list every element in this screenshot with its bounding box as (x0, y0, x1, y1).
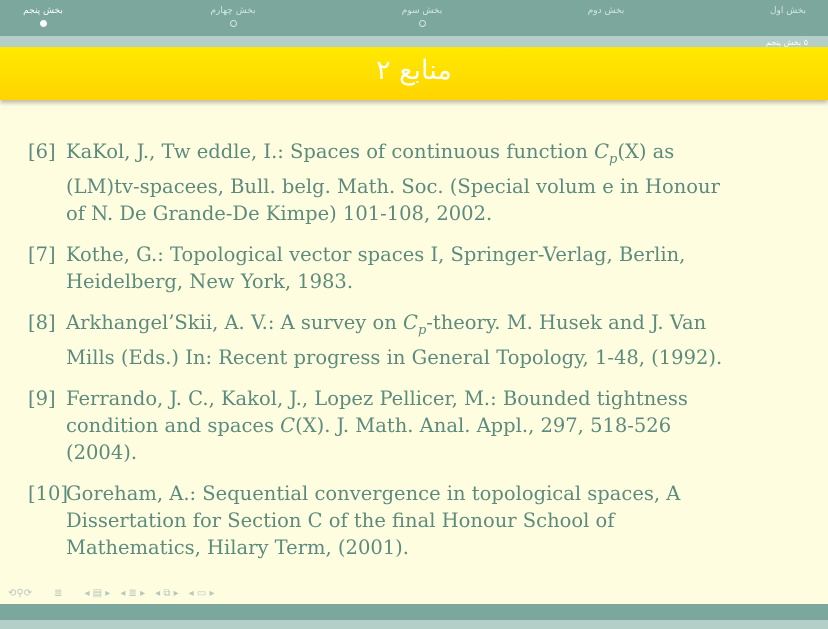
section-nav-icon[interactable]: ◂ ⧉ ▸ (155, 587, 179, 599)
reference-text: Ferrando, J. C., Kakol, J., Lopez Pellicer, M.: Bounded tightness condition and spaces C(X). J. Math. Anal. Appl., 297, 518-526 (2004). (66, 386, 688, 464)
reference-number: [10] (28, 481, 69, 505)
reference-number: [9] (28, 386, 56, 410)
nav-section-5[interactable] (0, 6, 98, 27)
slide-dot-icon[interactable] (419, 20, 426, 27)
reference-number: [6] (28, 140, 56, 163)
nav-section-label: بخش دوم (587, 6, 625, 16)
subsection-label[interactable]: ۵ بخش پنجم (765, 38, 808, 47)
beamer-navigation-controls (8, 586, 215, 600)
reference-number: [8] (28, 310, 56, 334)
nav-section-3[interactable] (367, 6, 477, 27)
subsection-nav-icon[interactable]: ◂ ≣ ▸ (120, 587, 146, 599)
nav-section-label: بخش اول (769, 6, 807, 16)
reference-item (28, 385, 728, 466)
reference-list (28, 138, 728, 575)
reference-item (28, 480, 728, 561)
reference-item (28, 138, 728, 227)
footer-bar (0, 604, 828, 620)
reference-item (28, 309, 728, 371)
nav-section-2[interactable] (551, 6, 661, 17)
footer-bar-lower (0, 620, 828, 629)
reference-text: KaKol, J., Tw eddle, I.: Spaces of continuous function $C_p(X)$ as (LM)tv-spacees, Bull. belg. Math. Soc. (Special volum e in Honour of N. De Grande-De Kimpe) 101-108, 2002. (66, 140, 720, 225)
section-navigation (0, 0, 828, 36)
reference-text: Arkhangel’Skii, A. V.: A survey on $C_p$-theory. M. Husek and J. Van Mills (Eds.) In: Recent progress in General Topology, 1-48, (1992). (66, 310, 723, 369)
active-slide-dot-icon[interactable] (40, 20, 47, 27)
reference-item (28, 241, 728, 295)
slide-nav-icon[interactable]: ◂ ▭ ▸ (188, 587, 215, 599)
reference-text: Kothe, G.: Topological vector spaces I, Springer-Verlag, Berlin, Heidelberg, New York, 1983. (66, 242, 686, 293)
nav-section-4[interactable] (178, 6, 288, 27)
slide-dot-icon[interactable] (230, 20, 237, 27)
subsection-bar (0, 36, 828, 47)
reference-number: [7] (28, 242, 56, 266)
nav-section-label: بخش پنجم (23, 6, 63, 16)
nav-section-1[interactable] (733, 6, 828, 17)
nav-section-label: بخش سوم (401, 6, 443, 16)
align-icon[interactable]: ≣ (54, 587, 63, 599)
frame-nav-icon[interactable]: ◂ ▤ ▸ (84, 587, 111, 599)
nav-section-label: بخش چهارم (210, 6, 256, 16)
frame-title-bar (0, 47, 828, 100)
reference-text: Goreham, A.: Sequential convergence in topological spaces, A Dissertation for Section C of the final Honour School of Mathematics, Hilary Term, (2001). (66, 481, 681, 559)
search-back-forward-icon[interactable]: ⟲⚲⟳ (8, 587, 33, 599)
slide-title: منابع ۲ (376, 55, 452, 86)
